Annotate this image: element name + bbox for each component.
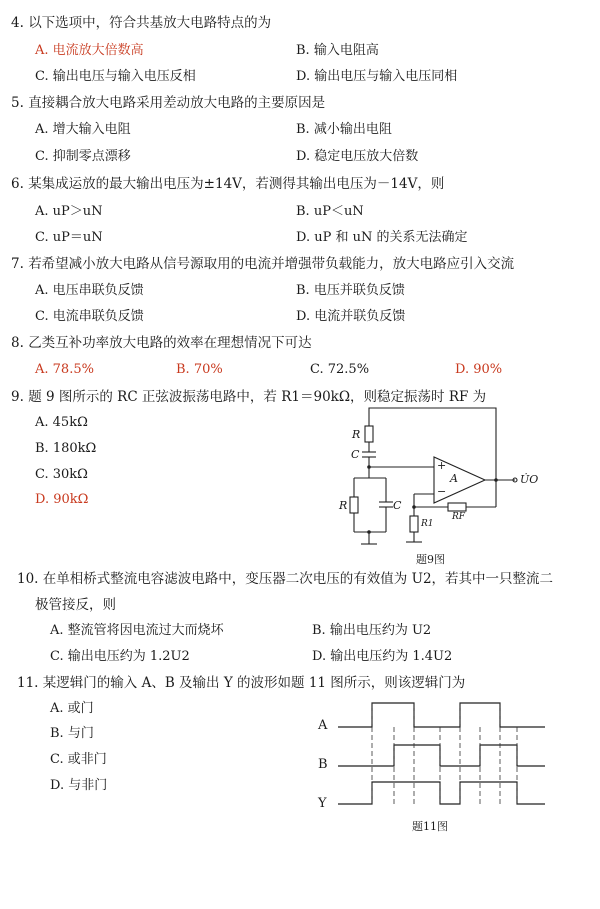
q9-option-a[interactable]: A. 45kΩ [35,415,88,430]
q8-option-d[interactable]: D. 90% [455,362,503,377]
q4-option-c[interactable]: C. 输出电压与输入电压反相 [35,69,196,84]
fig9-opamp-label: A [450,472,458,485]
q10-option-b[interactable]: B. 输出电压约为 U2 [312,623,432,638]
q6-option-c[interactable]: C. uP＝uN [35,230,103,245]
q10-option-c[interactable]: C. 输出电压约为 1.2U2 [50,649,190,664]
fig9-label-r: R [352,428,361,441]
fig11-label-b: B [318,757,328,772]
q7-option-a[interactable]: A. 电压串联负反馈 [35,283,144,298]
fig9-plus-sign: + [437,459,447,472]
q5-option-c[interactable]: C. 抑制零点漂移 [35,149,131,164]
q10-option-d[interactable]: D. 输出电压约为 1.4U2 [312,649,453,664]
q7-option-b[interactable]: B. 电压并联负反馈 [296,283,405,298]
q11-option-a[interactable]: A. 或门 [50,701,94,716]
fig9-label-r1: R1 [421,519,434,529]
q8-option-c[interactable]: C. 72.5% [310,362,370,377]
q8-stem: 8. 乙类互补功率放大电路的效率在理想情况下可达 [11,335,312,351]
q5-option-d[interactable]: D. 稳定电压放大倍数 [296,149,419,164]
q7-stem: 7. 若希望减小放大电路从信号源取用的电流并增强带负载能力，放大电路应引入交流 [11,256,515,272]
fig9-label-rf: RF [452,512,466,522]
q8-option-a[interactable]: A. 78.5% [35,362,94,377]
fig9-minus-sign: − [437,485,447,498]
q6-option-a[interactable]: A. uP＞uN [35,204,103,219]
fig11-label-a: A [318,718,328,733]
q5-option-b[interactable]: B. 减小输出电阻 [296,122,392,137]
q5-option-a[interactable]: A. 增大输入电阻 [35,122,131,137]
q11-stem: 11. 某逻辑门的输入 A、B 及输出 Y 的波形如题 11 图所示，则该逻辑门为 [17,675,466,691]
fig9-label-c-parallel: C [393,499,402,512]
q4-option-a[interactable]: A. 电流放大倍数高 [35,43,144,58]
q10-option-a[interactable]: A. 整流管将因电流过大而烧坏 [50,623,224,638]
fig11-caption: 题11图 [412,820,448,833]
q9-option-d[interactable]: D. 90kΩ [35,492,89,507]
fig9-caption: 题9图 [416,553,445,566]
q10-stem: 10. 在单相桥式整流电容滤波电路中，变压器二次电压的有效值为 U2，若其中一只整流二 [17,571,554,587]
q4-stem: 4. 以下选项中，符合共基放大电路特点的为 [11,15,272,31]
q6-option-d[interactable]: D. uP 和 uN 的关系无法确定 [296,230,468,245]
q9-stem: 9. 题 9 图所示的 RC 正弦波振荡电路中，若 R1＝90kΩ，则稳定振荡时 RF 为 [11,389,487,405]
fig9-label-r-parallel: R [339,499,348,512]
q9-option-b[interactable]: B. 180kΩ [35,441,97,456]
q9-option-c[interactable]: C. 30kΩ [35,467,88,482]
q7-option-c[interactable]: C. 电流串联负反馈 [35,309,144,324]
q7-option-d[interactable]: D. 电流并联负反馈 [296,309,406,324]
q6-option-b[interactable]: B. uP＜uN [296,204,364,219]
q11-option-b[interactable]: B. 与门 [50,726,94,741]
fig9-output-label: U̇O [520,473,539,486]
q11-option-c[interactable]: C. 或非门 [50,752,107,767]
q10-stem-continued: 极管接反，则 [35,597,116,613]
q8-option-b[interactable]: B. 70% [176,362,223,377]
fig11-label-y: Y [318,796,327,811]
q6-stem: 6. 某集成运放的最大输出电压为±14V，若测得其输出电压为－14V，则 [11,176,445,192]
q5-stem: 5. 直接耦合放大电路采用差动放大电路的主要原因是 [11,95,326,111]
q11-option-d[interactable]: D. 与非门 [50,778,108,793]
q4-option-d[interactable]: D. 输出电压与输入电压同相 [296,69,458,84]
q4-option-b[interactable]: B. 输入电阻高 [296,43,379,58]
fig9-label-c: C [351,448,360,461]
